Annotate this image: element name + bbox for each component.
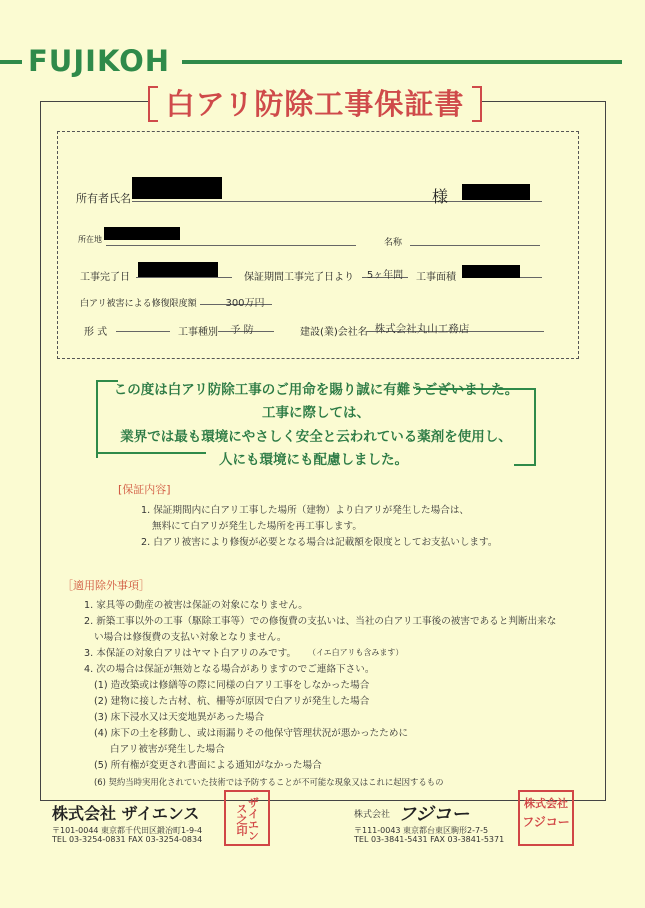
fujikoh-seal-bottom: フジコー <box>522 814 570 829</box>
title-block <box>150 80 480 128</box>
warranty-period-value: 5ヶ年間 <box>366 270 404 281</box>
exclusion-item-4: 4. 次の場合は保証が無効となる場合がありますのでご連絡下さい。 <box>84 664 375 675</box>
honorific-redacted <box>462 184 530 200</box>
zaiens-company-name: 株式会社 ザイエンス <box>52 804 200 823</box>
message-line-4: 人にも環境にも配慮しました。 <box>206 448 421 468</box>
exclusion-sub-5: (5) 所有権が変更され書面による通知がなかった場合 <box>94 760 322 771</box>
work-type-label: 工事種別 <box>178 327 218 338</box>
fujikoh-seal <box>518 790 574 846</box>
owner-name-redacted <box>132 177 222 199</box>
exclusion-sub-3: (3) 床下浸水又は天変地異があった場合 <box>94 712 265 723</box>
exclusion-sub-4-cont: 白アリ被害が発生した場合 <box>110 744 225 755</box>
warranty-item-1-cont: 無料にて白アリが発生した場所を再工事します。 <box>152 521 362 532</box>
honorific: 様 <box>432 187 449 206</box>
exclusion-sub-6: (6) 契約当時実用化されていた技術では予防することが不可能な現象又はこれに起因するもの <box>94 777 444 787</box>
warranty-item-2: 2. 白アリ被害により修復が必要となる場合は記載額を限度としてお支払いします。 <box>141 537 498 548</box>
type-underline <box>116 318 170 332</box>
header-rule-left <box>0 60 22 64</box>
owner-label: 所有者氏名 <box>76 192 131 205</box>
area-redacted <box>462 265 520 278</box>
fujikoh-tel: TEL 03-3841-5431 FAX 03-3841-5371 <box>354 835 505 844</box>
fujikoh-logo: FUJIKOH <box>28 44 171 78</box>
address-label: 所在地 <box>78 235 102 244</box>
exclusion-sub-2: (2) 建物に接した古材、杭、柵等が原因で白アリが発生した場合 <box>94 696 370 707</box>
exclusion-item-1: 1. 家具等の動産の被害は保証の対象になりません。 <box>84 600 308 611</box>
area-label: 工事面積 <box>416 272 456 283</box>
page-title: 白アリ防除工事保証書 <box>165 87 465 121</box>
completion-date-label: 工事完了日 <box>80 272 130 283</box>
warranty-item-1: 1. 保証期間内に白アリ工事した場所（建物）より白アリが発生した場合は、 <box>141 505 470 516</box>
zaiens-address: 〒101-0044 東京都千代田区鍛冶町1-9-4 <box>52 826 203 835</box>
exclusion-item-3-note: （イエ白アリも含みます） <box>308 648 404 657</box>
zaiens-tel: TEL 03-3254-0831 FAX 03-3254-0834 <box>52 835 203 844</box>
message-line-3: 業界では最も環境にやさしく安全と云われている薬剤を使用し、 <box>120 429 512 445</box>
exclusion-item-2-cont: い場合は修復費の支払い対象となりません。 <box>94 632 287 643</box>
address-redacted <box>104 227 180 240</box>
fujikoh-prefix: 株式会社 <box>354 810 391 820</box>
work-type-value: 予 防 <box>230 325 254 336</box>
building-name-underline <box>410 232 540 246</box>
exclusion-sub-4: (4) 床下の土を移動し、或は雨漏りその他保守管理状況が悪かったために <box>94 728 409 739</box>
exclusion-item-3: 3. 本保証の対象白アリはヤマト白アリのみです。 <box>84 648 297 659</box>
exclusions-heading: ［適用除外事項］ <box>62 579 150 592</box>
exclusion-item-2: 2. 新築工事以外の工事（駆除工事等）での修復費の支払いは、当社の白アリ工事後の被害であると判断出来な <box>84 616 557 627</box>
title-bracket-right <box>472 86 482 122</box>
type-label: 形 式 <box>84 327 108 338</box>
building-name-label: 名称 <box>384 238 403 248</box>
completion-date-redacted <box>138 262 218 277</box>
contractor-value: 株式会社丸山工務店 <box>374 323 470 335</box>
warranty-period-label: 保証期間工事完了日より <box>244 272 354 283</box>
fujikoh-company-name: フジコー <box>398 804 470 825</box>
fujikoh-address: 〒111-0043 東京都台東区駒形2-7-5 <box>354 826 489 835</box>
message-line-1: この度は白アリ防除工事のご用命を賜り誠に有難うございました。 <box>113 382 519 398</box>
exclusion-sub-1: (1) 造改築或は修繕等の際に同様の白アリ工事をしなかった場合 <box>94 680 370 691</box>
message-frame-bottom-left <box>96 452 206 454</box>
header-rule-right <box>182 60 622 64</box>
thank-you-message <box>96 374 536 472</box>
repair-limit-label: 白アリ被害による修復限度額 <box>80 299 197 309</box>
warranty-heading: [保証内容] <box>118 483 171 496</box>
zaiens-seal <box>224 790 270 846</box>
message-line-2: 工事に際しては、 <box>262 405 370 421</box>
fujikoh-seal-top: 株式会社 <box>524 797 568 810</box>
contractor-label: 建設(業)会社名 <box>300 327 368 338</box>
zaiens-seal-text: ザイエンス之印 <box>235 797 260 841</box>
repair-limit-value: 300万円 <box>225 298 265 309</box>
